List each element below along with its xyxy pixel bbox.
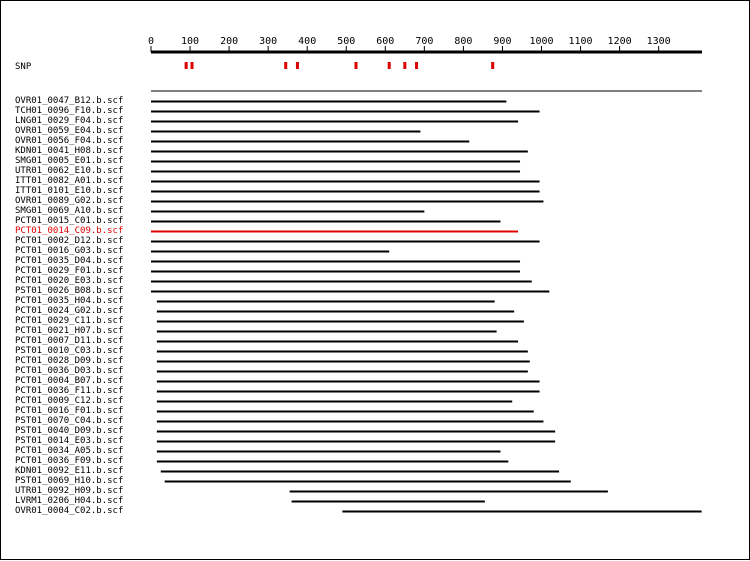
- ruler-tick-label: 1100: [568, 36, 593, 47]
- read-name-label[interactable]: PST01_0014_E03.b.scf: [15, 436, 124, 446]
- snp-track-label: SNP: [15, 62, 32, 72]
- read-name-label[interactable]: KDN01_0041_H08.b.scf: [15, 146, 124, 156]
- read-name-label[interactable]: LNG01_0029_F04.b.scf: [15, 116, 124, 126]
- read-name-label[interactable]: TCH01_0096_F10.b.scf: [15, 106, 124, 116]
- read-name-label[interactable]: UTR01_0092_H09.b.scf: [15, 486, 124, 496]
- read-name-label[interactable]: OVR01_0059_E04.b.scf: [15, 126, 124, 136]
- read-name-label[interactable]: PCT01_0009_C12.b.scf: [15, 396, 124, 406]
- ruler-tick-label: 300: [259, 36, 278, 47]
- ruler-tick-label: 800: [454, 36, 473, 47]
- read-name-label[interactable]: SMG01_0005_E01.b.scf: [15, 156, 124, 166]
- read-name-label[interactable]: PCT01_0016_G03.b.scf: [15, 246, 124, 256]
- read-name-label[interactable]: KDN01_0092_E11.b.scf: [15, 466, 124, 476]
- read-name-label[interactable]: PCT01_0021_H07.b.scf: [15, 326, 124, 336]
- ruler-tick-label: 1200: [607, 36, 632, 47]
- read-name-label[interactable]: PCT01_0016_F01.b.scf: [15, 406, 124, 416]
- read-name-label[interactable]: OVR01_0089_G02.b.scf: [15, 196, 124, 206]
- read-name-label[interactable]: PCT01_0004_B07.b.scf: [15, 376, 124, 386]
- read-name-label[interactable]: UTR01_0062_E10.b.scf: [15, 166, 124, 176]
- read-name-label[interactable]: PST01_0040_D09.b.scf: [15, 426, 124, 436]
- read-name-label[interactable]: PCT01_0015_C01.b.scf: [15, 216, 124, 226]
- ruler-tick-label: 0: [147, 36, 155, 47]
- ruler-tick-label: 200: [220, 36, 239, 47]
- ruler-tick-label: 1000: [529, 36, 554, 47]
- read-name-label[interactable]: PST01_0069_H10.b.scf: [15, 476, 124, 486]
- ruler-tick-label: 700: [415, 36, 434, 47]
- read-name-label[interactable]: SMG01_0069_A10.b.scf: [15, 206, 124, 216]
- read-name-label[interactable]: PST01_0026_B08.b.scf: [15, 286, 124, 296]
- read-name-label[interactable]: PCT01_0002_D12.b.scf: [15, 236, 124, 246]
- read-name-label[interactable]: PCT01_0035_D04.b.scf: [15, 256, 124, 266]
- read-name-label[interactable]: ITT01_0101_E10.b.scf: [15, 186, 124, 196]
- read-name-label[interactable]: OVR01_0047_B12.b.scf: [15, 96, 124, 106]
- read-name-label[interactable]: LVRM1_0206_H04.b.scf: [15, 496, 124, 506]
- ruler-tick-label: 600: [376, 36, 395, 47]
- read-name-label[interactable]: OVR01_0004_C02.b.scf: [15, 506, 124, 516]
- read-name-label[interactable]: PCT01_0024_G02.b.scf: [15, 306, 124, 316]
- ruler-tick-label: 400: [298, 36, 317, 47]
- read-name-label[interactable]: PCT01_0034_A05.b.scf: [15, 446, 124, 456]
- ruler-tick-label: 900: [493, 36, 512, 47]
- read-name-label[interactable]: PCT01_0029_C11.b.scf: [15, 316, 124, 326]
- read-name-label[interactable]: PCT01_0028_D09.b.scf: [15, 356, 124, 366]
- read-name-label[interactable]: PCT01_0035_H04.b.scf: [15, 296, 124, 306]
- read-alignment-tracks: [1, 1, 750, 561]
- ruler-tick-label: 100: [181, 36, 200, 47]
- read-name-label[interactable]: PST01_0010_C03.b.scf: [15, 346, 124, 356]
- read-name-label[interactable]: PCT01_0014_C09.b.scf: [15, 226, 124, 236]
- read-name-label[interactable]: PCT01_0029_F01.b.scf: [15, 266, 124, 276]
- ruler-tick-label: 1300: [646, 36, 671, 47]
- read-name-label[interactable]: PCT01_0036_F09.b.scf: [15, 456, 124, 466]
- read-name-label[interactable]: PCT01_0036_F11.b.scf: [15, 386, 124, 396]
- read-name-label[interactable]: PCT01_0007_D11.b.scf: [15, 336, 124, 346]
- read-name-label[interactable]: ITT01_0082_A01.b.scf: [15, 176, 124, 186]
- read-name-label[interactable]: PCT01_0020_E03.b.scf: [15, 276, 124, 286]
- read-name-label[interactable]: OVR01_0056_F04.b.scf: [15, 136, 124, 146]
- read-name-label[interactable]: PCT01_0036_D03.b.scf: [15, 366, 124, 376]
- ruler-tick-label: 500: [337, 36, 356, 47]
- read-name-label[interactable]: PST01_0070_C04.b.scf: [15, 416, 124, 426]
